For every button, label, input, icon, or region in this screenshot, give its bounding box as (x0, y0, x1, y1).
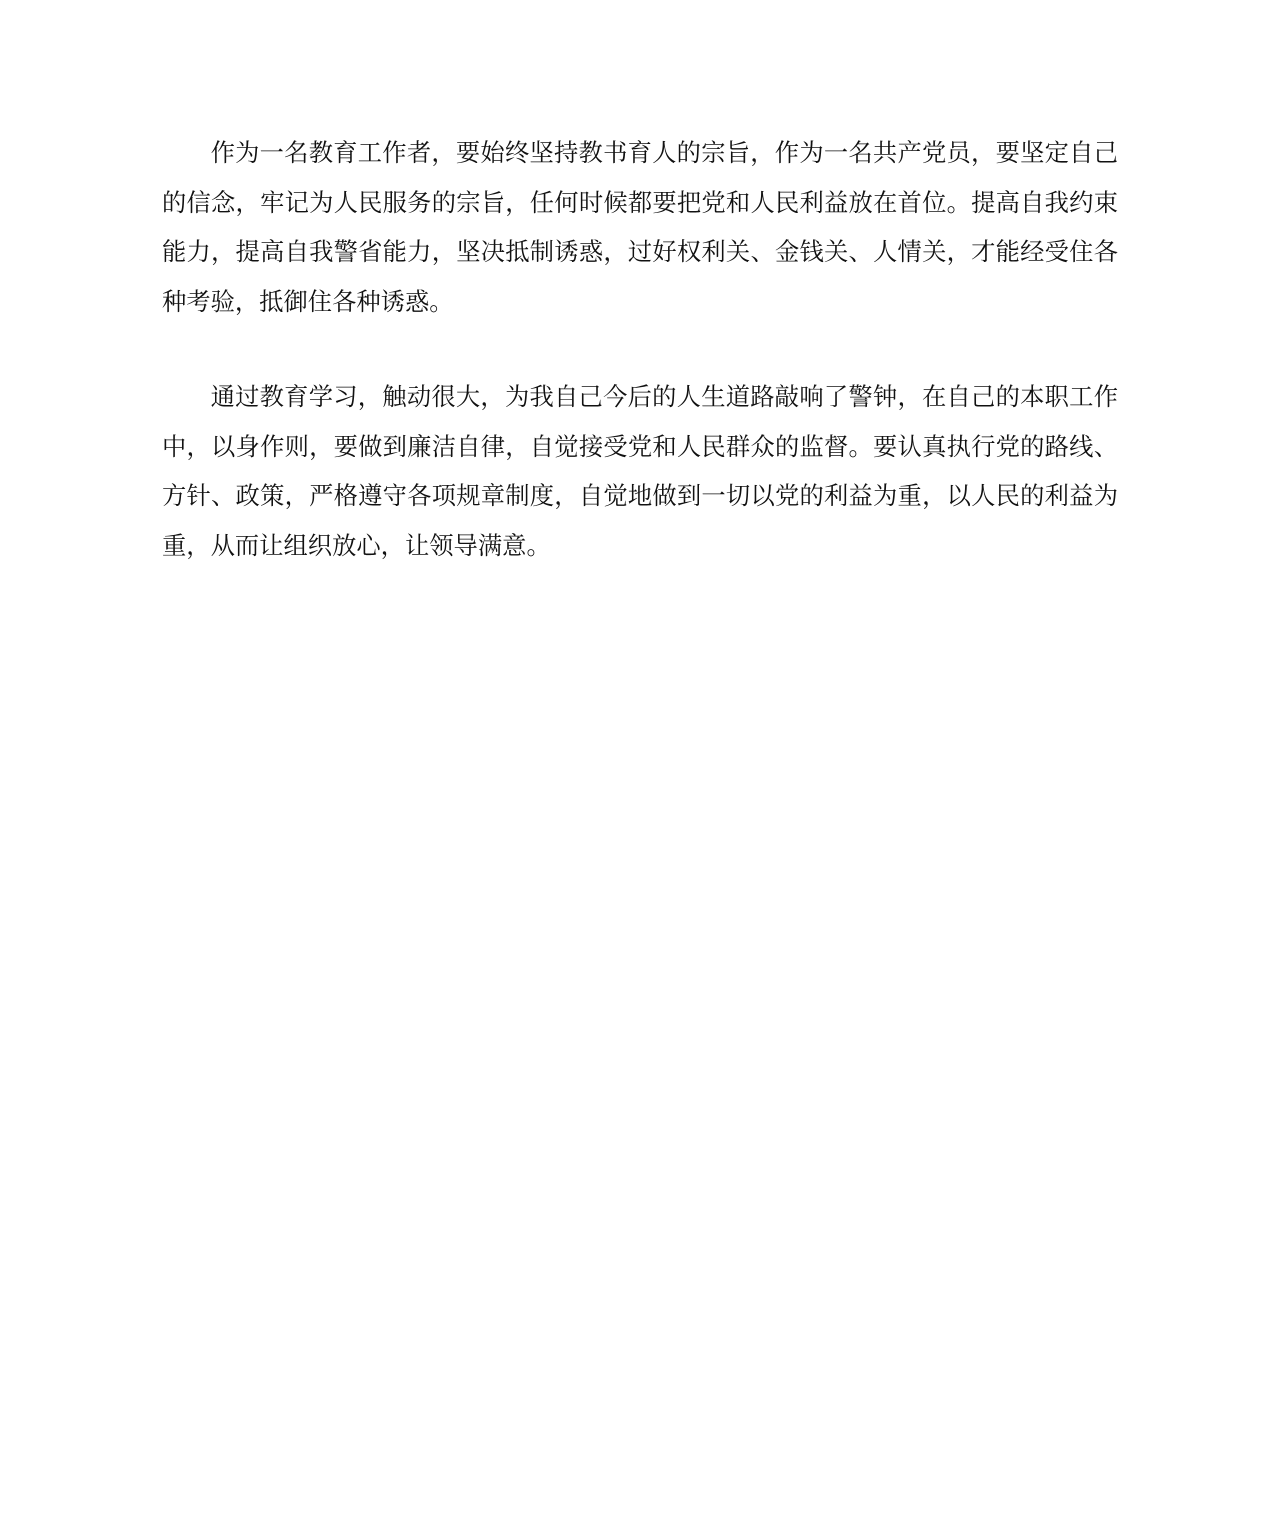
paragraph-2: 通过教育学习，触动很大，为我自己今后的人生道路敲响了警钟，在自己的本职工作中，以身作则，要做到廉洁自律，自觉接受党和人民群众的监督。要认真执行党的路线、方针、政策，严格遵守各项规章制度，自觉地做到一切以党的利益为重，以人民的利益为重，从而让组织放心，让领导满意。 (162, 382, 1118, 560)
document-body (162, 128, 1118, 570)
paragraph-1: 作为一名教育工作者，要始终坚持教书育人的宗旨，作为一名共产党员，要坚定自己的信念，牢记为人民服务的宗旨，任何时候都要把党和人民利益放在首位。提高自我约束能力，提高自我警省能力，坚决抵制诱惑，过好权利关、金钱关、人情关，才能经受住各种考验，抵御住各种诱惑。 (162, 138, 1118, 316)
